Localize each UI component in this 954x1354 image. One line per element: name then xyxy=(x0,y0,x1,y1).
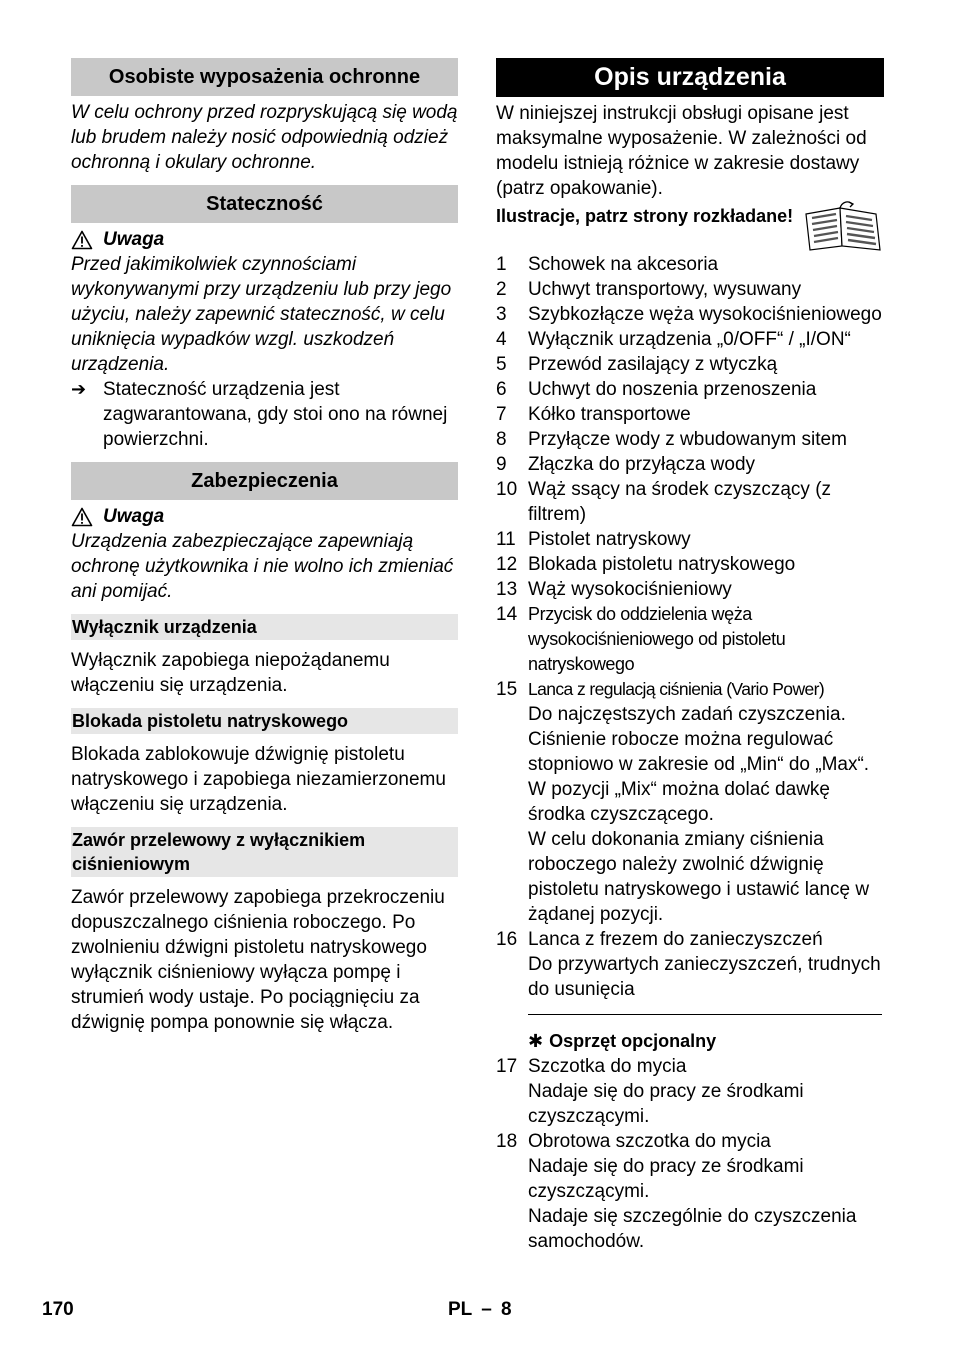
warning-label-text: Uwaga xyxy=(103,229,165,250)
parts-list xyxy=(496,252,884,1002)
list-item xyxy=(496,427,884,452)
warning-label xyxy=(71,227,458,252)
list-item-detail xyxy=(496,1154,884,1204)
item-text: Przyłącze wody z wbudowanym sitem xyxy=(528,429,847,450)
list-item xyxy=(496,677,884,702)
subsection-title-overflow-valve: Zawór przelewowy z wyłącznikiem ciśnieniowym xyxy=(71,827,458,877)
warning-triangle-icon xyxy=(71,230,93,250)
list-item xyxy=(496,277,884,302)
optional-accessories-text: Osprzęt opcjonalny xyxy=(549,1031,717,1051)
item-number: 14 xyxy=(496,604,518,625)
item-number: 5 xyxy=(496,354,507,375)
language-page-label: PL – 8 xyxy=(448,1299,512,1320)
item-detail: Nadaje się do pracy ze środkami czyszczącymi. xyxy=(528,1156,804,1202)
device-switch-text: Wyłącznik zapobiega niepożądanemu włączeniu się urządzenia. xyxy=(71,650,390,696)
item-number: 16 xyxy=(496,929,518,950)
item-text: Wąż wysokociśnieniowy xyxy=(528,579,732,600)
optional-list xyxy=(496,1054,884,1254)
gun-lock-text: Blokada zablokowuje dźwignię pistoletu natryskowego i zapobiega niezamierzonemu włączeniu się urządzenia. xyxy=(71,744,446,815)
item-number: 11 xyxy=(496,529,516,550)
page-number: 170 xyxy=(42,1299,74,1320)
illustration-note-text: Ilustracje, patrz strony rozkładane! xyxy=(496,206,794,226)
item-text: Uchwyt do noszenia przenoszenia xyxy=(528,379,817,400)
open-book-icon xyxy=(802,200,884,252)
item-number: 12 xyxy=(496,554,518,575)
item-number: 15 xyxy=(496,679,518,700)
right-column xyxy=(496,58,884,1254)
section-divider xyxy=(528,1014,882,1015)
subsection-title-device-switch: Wyłącznik urządzenia xyxy=(71,614,458,640)
list-item xyxy=(496,552,884,577)
list-item-detail xyxy=(496,1204,884,1254)
list-item xyxy=(496,352,884,377)
item-text: Przycisk do oddzielenia węża wysokociśnieniowego od pistoletu natryskowego xyxy=(528,604,786,674)
list-item xyxy=(496,377,884,402)
item-text: Wyłącznik urządzenia „0/OFF“ / „I/ON“ xyxy=(528,329,851,350)
item-number: 3 xyxy=(496,304,507,325)
item-number: 7 xyxy=(496,404,507,425)
item-text: Szybkozłącze węża wysokociśnieniowego xyxy=(528,304,882,325)
item-text: Lanca z regulacją ciśnienia (Vario Power) xyxy=(528,679,825,699)
item-text: Kółko transportowe xyxy=(528,404,691,425)
list-item xyxy=(496,252,884,277)
asterisk-icon: ✱ xyxy=(528,1031,544,1051)
item-text: Złączka do przyłącza wody xyxy=(528,454,756,475)
item-number: 18 xyxy=(496,1131,518,1152)
warning-triangle-icon xyxy=(71,507,93,527)
item-detail: Do najczęstszych zadań czyszczenia. Ciśnienie robocze można regulować stopniowo w zakresie od „Min“ do „Max“. W pozycji „Mix“ można dolać dawkę środka czyszczącego. xyxy=(528,704,870,825)
item-number: 1 xyxy=(496,254,507,275)
list-item xyxy=(496,577,884,602)
item-text: Lanca z frezem do zanieczyszczeń xyxy=(528,929,823,950)
item-number: 17 xyxy=(496,1056,518,1077)
list-item xyxy=(496,327,884,352)
optional-accessories-label xyxy=(528,1029,884,1054)
stability-bullet xyxy=(71,377,458,452)
list-item xyxy=(496,927,884,952)
item-number: 9 xyxy=(496,454,507,475)
item-number: 6 xyxy=(496,379,507,400)
item-number: 8 xyxy=(496,429,507,450)
stability-bullet-text: Stateczność urządzenia jest zagwarantowana, gdy stoi ono na równej powierzchni. xyxy=(103,379,448,450)
section-title-protective-equipment: Osobiste wyposażenia ochronne xyxy=(71,58,458,96)
item-text: Obrotowa szczotka do mycia xyxy=(528,1131,771,1152)
item-text: Uchwyt transportowy, wysuwany xyxy=(528,279,802,300)
illustration-note xyxy=(496,204,884,252)
item-text: Szczotka do mycia xyxy=(528,1056,687,1077)
section-title-safety-devices: Zabezpieczenia xyxy=(71,462,458,500)
overflow-valve-text: Zawór przelewowy zapobiega przekroczeniu dopuszczalnego ciśnienia roboczego. Po zwolnieniu dźwigni pistoletu natryskowego wyłącznik ciśnieniowy wyłącza pompę i strumień wody ustaje. Po pociągnięciu za dźwignię pompa ponownie się włącza. xyxy=(71,887,445,1033)
list-item xyxy=(496,602,884,677)
item-detail: W celu dokonania zmiany ciśnienia roboczego należy zwolnić dźwignię pistoletu natryskowego i ustawić lancę w żądanej pozycji. xyxy=(528,829,870,925)
warning-label-text: Uwaga xyxy=(103,506,165,527)
item-number: 13 xyxy=(496,579,518,600)
section-title-device-description: Opis urządzenia xyxy=(496,58,884,97)
list-item xyxy=(496,452,884,477)
list-item-detail xyxy=(496,1079,884,1129)
list-item xyxy=(496,477,884,527)
list-item xyxy=(496,527,884,552)
item-detail: Nadaje się szczególnie do czyszczenia samochodów. xyxy=(528,1206,857,1252)
list-item xyxy=(496,302,884,327)
item-detail: Do przywartych zanieczyszczeń, trudnych do usunięcia xyxy=(528,954,881,1000)
item-text: Pistolet natryskowy xyxy=(528,529,691,550)
item-detail: Nadaje się do pracy ze środkami czyszczącymi. xyxy=(528,1081,804,1127)
item-number: 4 xyxy=(496,329,507,350)
item-text: Wąż ssący na środek czyszczący (z filtrem) xyxy=(528,479,832,525)
item-number: 10 xyxy=(496,479,518,500)
safety-warning-text: Urządzenia zabezpieczające zapewniają ochronę użytkownika i nie wolno ich zmieniać ani pomijać. xyxy=(71,531,454,602)
item-text: Blokada pistoletu natryskowego xyxy=(528,554,796,575)
arrow-right-icon: ➔ xyxy=(71,379,87,399)
list-item xyxy=(496,402,884,427)
subsection-title-gun-lock: Blokada pistoletu natryskowego xyxy=(71,708,458,734)
list-item-detail xyxy=(496,702,884,827)
description-intro: W niniejszej instrukcji obsługi opisane jest maksymalne wyposażenie. W zależności od modelu istnieją różnice w zakresie dostawy (patrz opakowanie). xyxy=(496,103,867,199)
left-column xyxy=(71,58,458,1035)
item-text: Schowek na akcesoria xyxy=(528,254,719,275)
list-item-detail xyxy=(496,952,884,1002)
list-item xyxy=(496,1054,884,1079)
item-number: 2 xyxy=(496,279,507,300)
protective-equipment-text: W celu ochrony przed rozpryskującą się wodą lub brudem należy nosić odpowiednią odzież ochronną i okulary ochronne. xyxy=(71,102,458,173)
warning-label xyxy=(71,504,458,529)
section-title-stability: Stateczność xyxy=(71,185,458,223)
list-item xyxy=(496,1129,884,1154)
stability-warning-text: Przed jakimikolwiek czynnościami wykonywanymi przy urządzeniu lub przy jego użyciu, należy zapewnić stateczność, w celu uniknięcia wypadków wzgl. uszkodzeń urządzenia. xyxy=(71,254,452,375)
item-text: Przewód zasilający z wtyczką xyxy=(528,354,778,375)
list-item-detail xyxy=(496,827,884,927)
